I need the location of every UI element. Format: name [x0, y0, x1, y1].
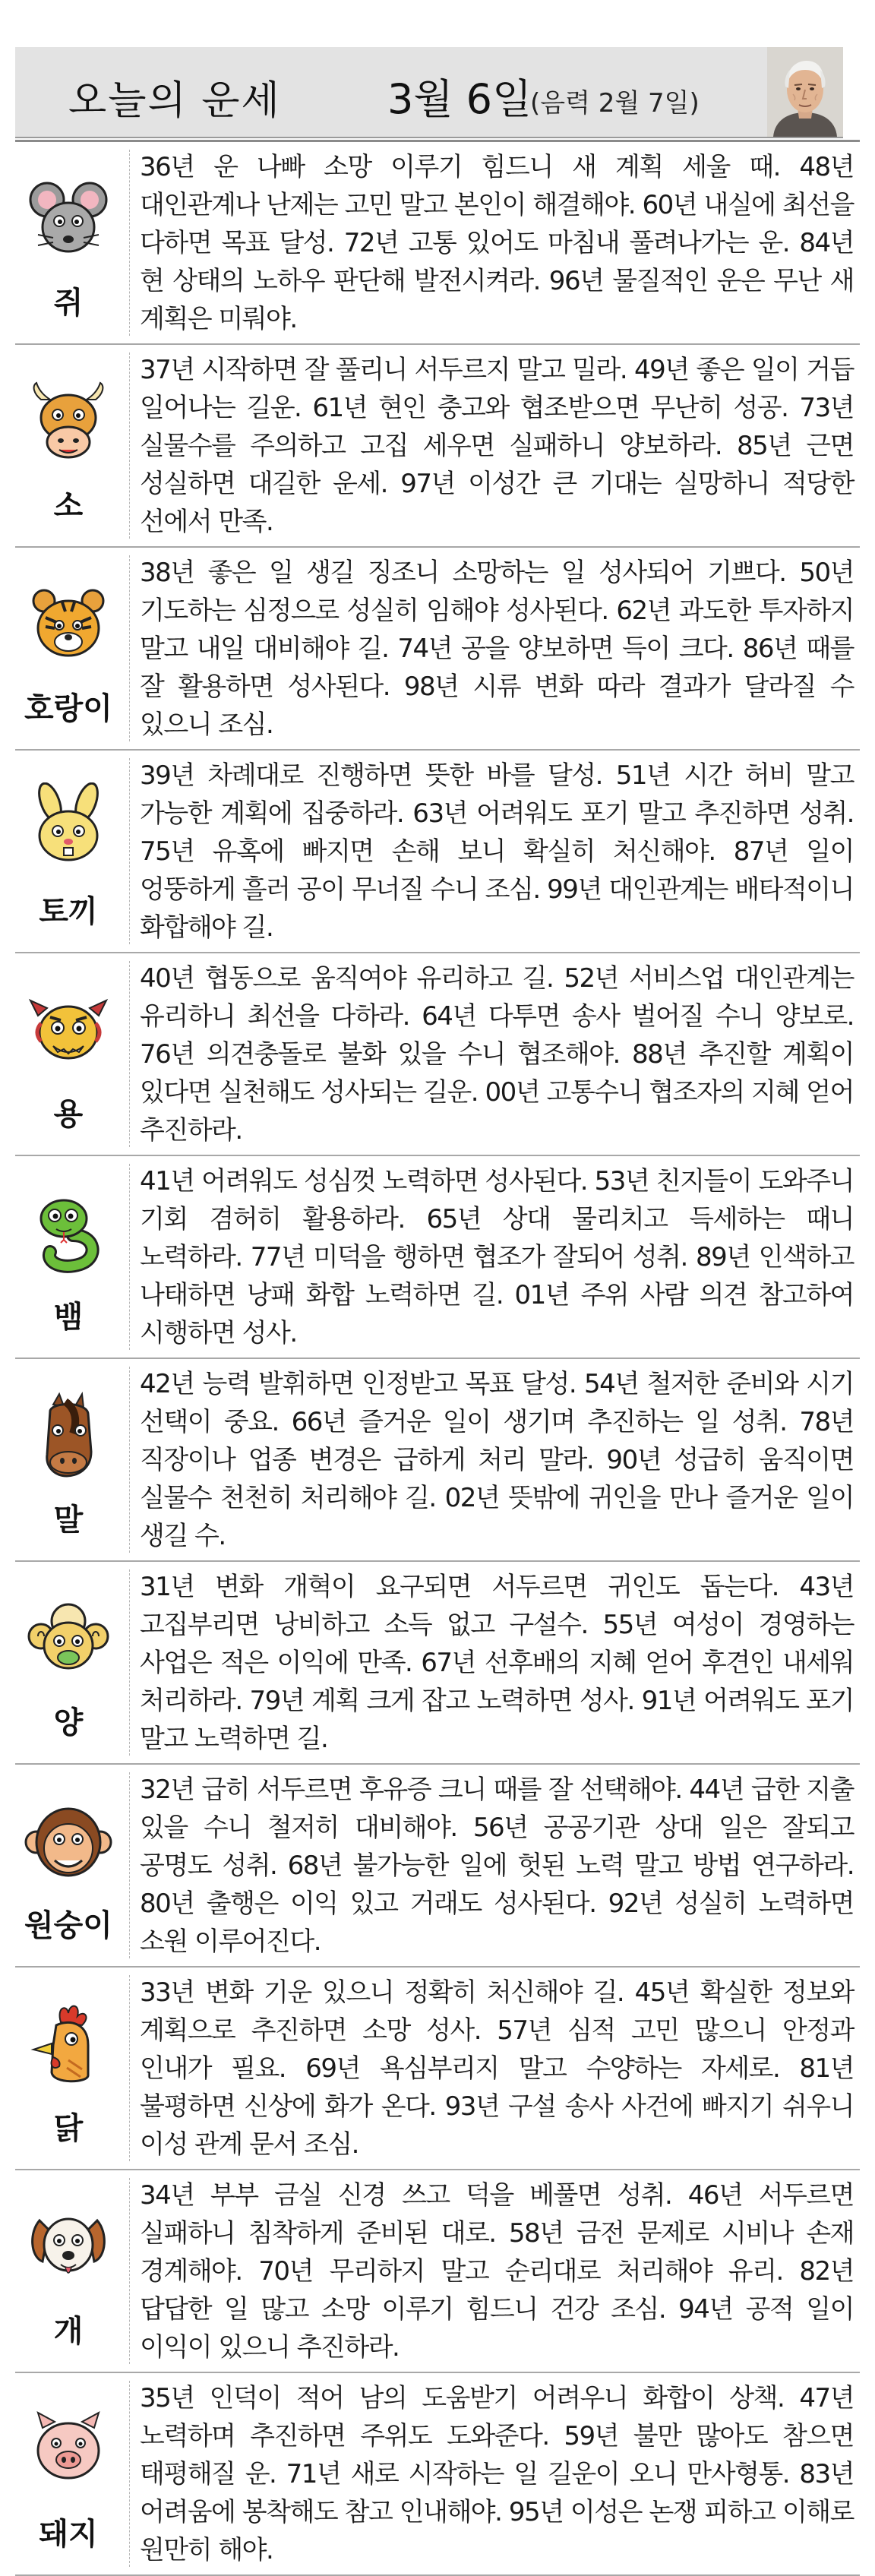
- animal-name: 뱀: [53, 1300, 84, 1335]
- animal-cell: [15, 1968, 122, 2169]
- fortune-row-tiger: [15, 548, 860, 751]
- fortune-row-ox: [15, 345, 860, 548]
- fortune-text: 41년 어려워도 성심껏 노력하면 성사된다. 53년 친지들이 도와주니 기회 겸허히 활용하라. 65년 상대 물리치고 득세하는 때니 노력하라. 77년 미덕을 행하면 협조가 잘되어 성취. 89년 인색하고 나태하면 낭패 화합 노력하면 길. 01년 주위 사람 의견 참고하여 시행하면 성사.: [140, 1166, 854, 1348]
- fortune-text: 42년 능력 발휘하면 인정받고 목표 달성. 54년 철저한 준비와 시기 선택이 중요. 66년 즐거운 일이 생기며 추진하는 일 성취. 78년 직장이나 업종 변경은 급하게 처리 말라. 90년 성급히 움직이면 실물수 천천히 처리해야 길. 02년 뜻밖에 귀인을 만나 즐거운 일이 생길 수.: [140, 1369, 854, 1551]
- fortune-row-rat: [15, 140, 860, 345]
- header-bar: [15, 47, 843, 138]
- sheep-icon: [23, 1594, 114, 1685]
- fortune-text: 33년 변화 기운 있으니 정확히 처신해야 길. 45년 확실한 정보와 계획으로 추진하면 소망 성사. 57년 심적 고민 많으니 안정과 인내가 필요. 69년 욕심부리지 말고 수양하는 자세로. 81년 불평하면 신상에 화가 온다. 93년 구설 송사 사건에 빠지기 쉬우니 이성 관계 문서 조심.: [140, 1977, 854, 2160]
- monkey-icon: [23, 1797, 114, 1888]
- fortune-text: 37년 시작하면 잘 풀리니 서두르지 말고 밀라. 49년 좋은 일이 거듭 일어나는 길운. 61년 현인 충고와 협조받으면 무난히 성공. 73년 실물수를 주의하고 고집 세우면 실패하니 양보하라. 85년 근면 성실하면 대길한 운세. 97년 이성간 큰 기대는 실망하니 적당한 선에서 만족.: [140, 355, 854, 537]
- animal-cell: [15, 345, 122, 546]
- animal-name: 토끼: [39, 894, 98, 929]
- animal-name: 호랑이: [24, 691, 112, 726]
- fortune-row-rabbit: [15, 751, 860, 953]
- animal-cell: [15, 548, 122, 749]
- dragon-icon: [23, 985, 114, 1076]
- page-title: 오늘의 운세: [68, 78, 281, 124]
- fortune-text: 39년 차례대로 진행하면 뜻한 바를 달성. 51년 시간 허비 말고 가능한 계획에 집중하라. 63년 어려워도 포기 말고 추진하면 성취. 75년 유혹에 빠지면 손해 보니 확실히 처신해야. 87년 일이 엉뚱하게 흘러 공이 무너질 수니 조심. 99년 대인관계는 배타적이니 화합해야 길.: [140, 760, 854, 943]
- rabbit-icon: [23, 782, 114, 874]
- animal-cell: [15, 142, 122, 343]
- horse-icon: [23, 1391, 114, 1482]
- divider: [129, 1164, 130, 1350]
- animal-cell: [15, 1562, 122, 1763]
- ox-icon: [23, 377, 114, 468]
- animal-cell: [15, 2373, 122, 2574]
- date-label: 3월 6일: [387, 75, 532, 123]
- fortune-row-horse: [15, 1359, 860, 1562]
- lunar-date-label: (음력 2월 7일): [530, 88, 700, 119]
- fortune-text: 34년 부부 금실 신경 쓰고 덕을 베풀면 성취. 46년 서두르면 실패하니 침착하게 준비된 대로. 58년 금전 문제로 시비나 손재 경계해야. 70년 무리하지 말고 순리대로 처리해야 유리. 82년 답답한 일 많고 소망 이루기 힘드니 건강 조심. 94년 공적 일이 이익이 있으니 추진하라.: [140, 2180, 854, 2363]
- author-portrait: [767, 47, 843, 137]
- fortune-text: 36년 운 나빠 소망 이루기 힘드니 새 계획 세울 때. 48년 대인관계나 난제는 고민 말고 본인이 해결해야. 60년 내실에 최선을 다하면 목표 달성. 72년 고통 있어도 마침내 풀려나가는 운. 84년 현 상태의 노하우 판단해 발전시켜라. 96년 물질적인 운은 무난 새 계획은 미뤄야.: [140, 152, 854, 334]
- rat-icon: [23, 174, 114, 265]
- animal-name: 닭: [53, 2111, 84, 2146]
- fortune-row-pig: [15, 2373, 860, 2576]
- fortune-text: 40년 협동으로 움직여야 유리하고 길. 52년 서비스업 대인관계는 유리하니 최선을 다하라. 64년 다투면 송사 벌어질 수니 양보로. 76년 의견충돌로 불화 있을 수니 협조해야. 88년 추진할 계획이 있다면 실천해도 성사되는 길운. 00년 고통수니 협조자의 지혜 얻어 추진하라.: [140, 963, 854, 1146]
- fortune-row-sheep: [15, 1562, 860, 1765]
- fortune-row-monkey: [15, 1765, 860, 1968]
- fortune-text: 32년 급히 서두르면 후유증 크니 때를 잘 선택해야. 44년 급한 지출 있을 수니 철저히 대비해야. 56년 공공기관 상대 일은 잘되고 공명도 성취. 68년 불가능한 일에 헛된 노력 말고 방법 연구하라. 80년 출행은 이익 있고 거래도 성사된다. 92년 성실히 노력하면 소원 이루어진다.: [140, 1775, 854, 1957]
- divider: [129, 1569, 130, 1756]
- divider: [129, 150, 130, 336]
- animal-cell: [15, 2170, 122, 2372]
- snake-icon: [23, 1188, 114, 1279]
- animal-cell: [15, 751, 122, 952]
- animal-name: 소: [53, 488, 84, 523]
- divider: [129, 1367, 130, 1553]
- divider: [129, 2381, 130, 2567]
- fortune-row-dog: [15, 2170, 860, 2373]
- fortune-text: 38년 좋은 일 생길 징조니 소망하는 일 성사되어 기쁘다. 50년 기도하는 심정으로 성실히 임해야 성사된다. 62년 과도한 투자하지 말고 내일 대비해야 길. 74년 공을 양보하면 득이 크다. 86년 때를 잘 활용하면 성사된다. 98년 시류 변화 따라 결과가 달라질 수 있으니 조심.: [140, 558, 854, 740]
- pig-icon: [23, 2405, 114, 2496]
- animal-name: 양: [53, 1705, 84, 1740]
- divider: [129, 2178, 130, 2364]
- dog-icon: [23, 2202, 114, 2293]
- animal-cell: [15, 953, 122, 1155]
- animal-cell: [15, 1156, 122, 1358]
- fortune-text: 31년 변화 개혁이 요구되면 서두르면 귀인도 돕는다. 43년 고집부리면 낭비하고 소득 없고 구설수. 55년 여성이 경영하는 사업은 적은 이익에 만족. 67년 선후배의 지혜 얻어 후견인 내세워 처리하라. 79년 계획 크게 잡고 노력하면 성사. 91년 어려워도 포기 말고 노력하면 길.: [140, 1572, 854, 1754]
- animal-name: 원숭이: [24, 1908, 112, 1943]
- rooster-icon: [23, 1999, 114, 2091]
- tiger-icon: [23, 580, 114, 671]
- divider: [129, 961, 130, 1147]
- divider: [129, 1975, 130, 2161]
- fortune-row-dragon: [15, 953, 860, 1156]
- animal-name: 용: [53, 1097, 84, 1132]
- divider: [129, 352, 130, 539]
- divider: [129, 555, 130, 741]
- zodiac-fortune-list: [15, 140, 860, 2576]
- fortune-row-snake: [15, 1156, 860, 1359]
- animal-name: 말: [53, 1503, 84, 1538]
- animal-name: 개: [53, 2314, 84, 2349]
- fortune-text: 35년 인덕이 적어 남의 도움받기 어려우니 화합이 상책. 47년 노력하며 추진하면 주위도 도와준다. 59년 불만 많아도 참으면 태평해질 운. 71년 새로 시작하는 일 길운이 오니 만사형통. 83년 어려움에 봉착해도 참고 인내해야. 95년 이성은 논쟁 피하고 이해로 원만히 해야.: [140, 2383, 854, 2565]
- divider: [129, 758, 130, 944]
- animal-name: 쥐: [53, 286, 84, 321]
- animal-cell: [15, 1359, 122, 1560]
- divider: [129, 1772, 130, 1958]
- fortune-row-rooster: [15, 1968, 860, 2170]
- animal-name: 돼지: [39, 2517, 98, 2552]
- animal-cell: [15, 1765, 122, 1966]
